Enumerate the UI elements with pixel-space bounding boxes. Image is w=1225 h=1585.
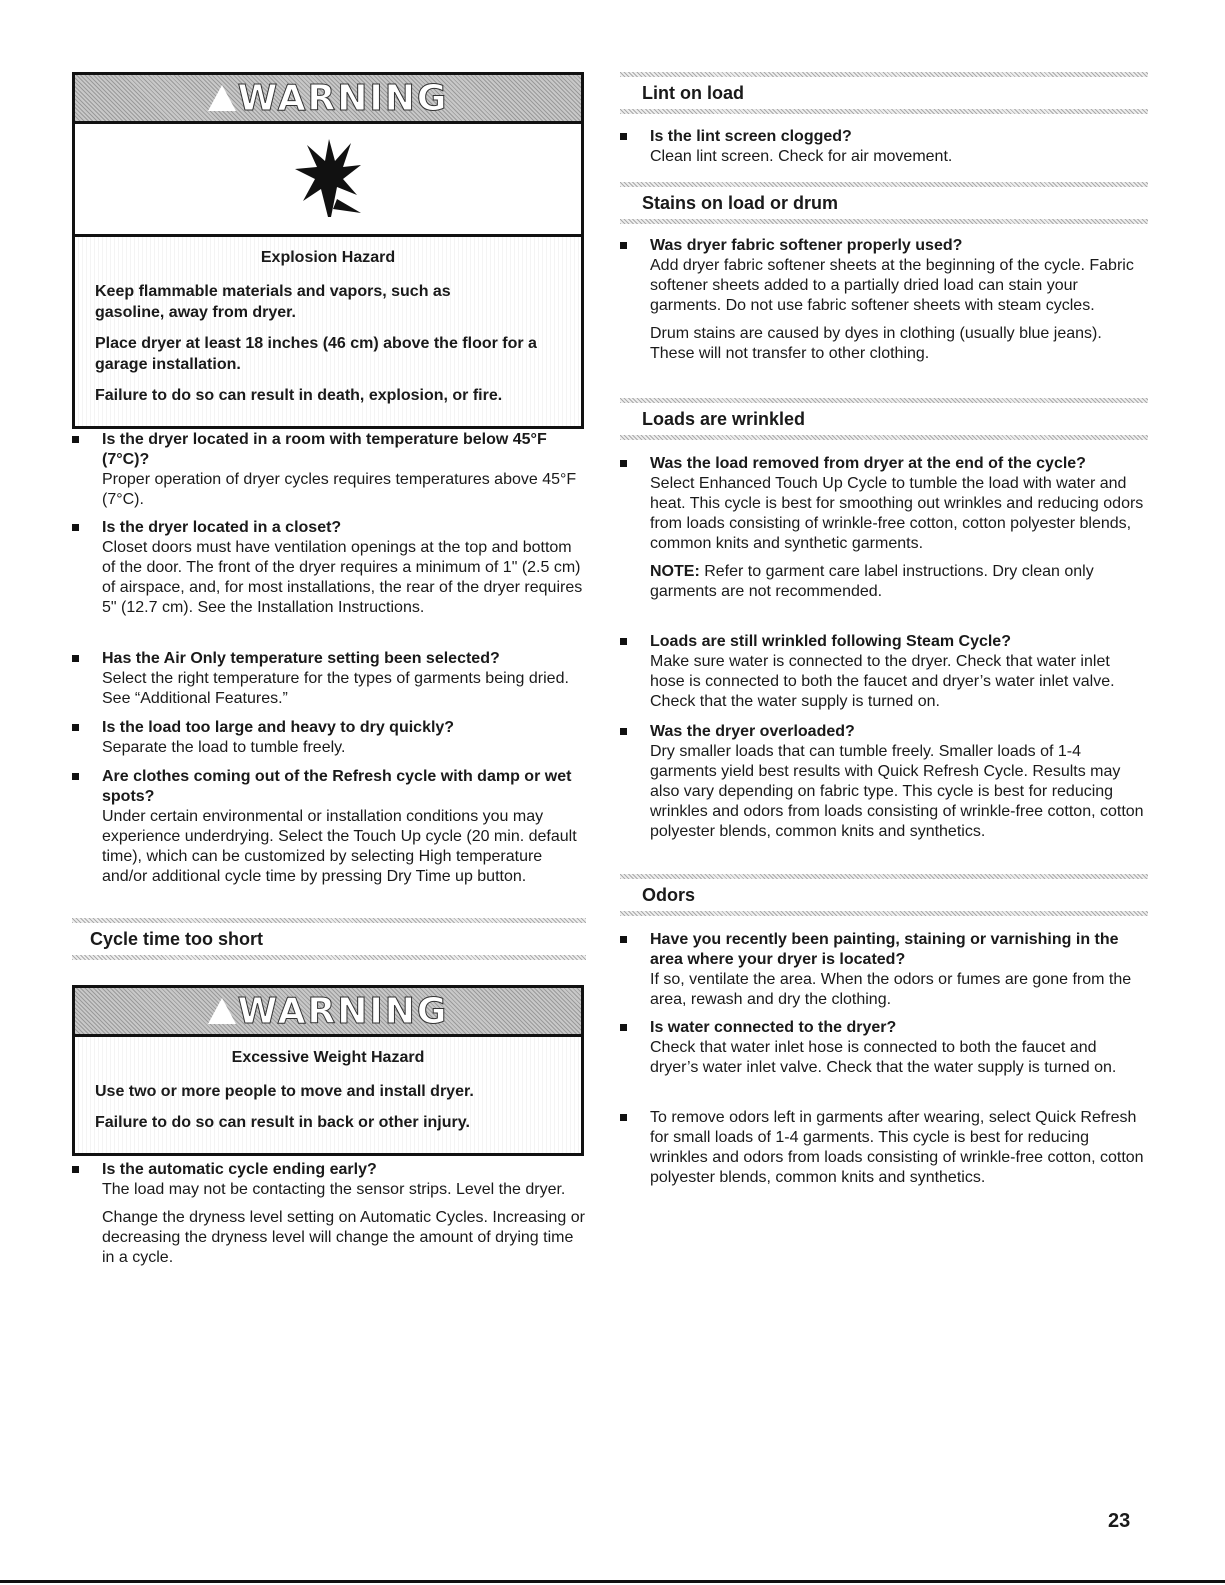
list-item bbox=[620, 454, 1148, 602]
warning-banner bbox=[75, 988, 581, 1037]
warning-line: Keep flammable materials and vapors, such as gasoline, away from dryer. bbox=[95, 283, 451, 321]
answer: Dry smaller loads that can tumble freely. Smaller loads of 1-4 garments yield best results with Quick Refresh Cycle. Results may also vary depending on fabric type. This cycle is best for reducing wrinkles and odors from loads consisting of wrinkle-free cotton, cotton polyester blends, common knits and synthetics. bbox=[650, 743, 1144, 840]
warning-line: Use two or more people to move and install dryer. bbox=[95, 1083, 474, 1100]
section-header bbox=[620, 72, 1148, 114]
bullet-icon bbox=[72, 724, 79, 731]
answer: Under certain environmental or installation conditions you may experience underdrying. Select the Touch Up cycle (20 min. default time), which can be customized by selecting High temperature and/or additional cycle time by pressing Dry Time up button. bbox=[102, 808, 577, 885]
bullet-icon bbox=[620, 133, 627, 140]
bullet-icon bbox=[72, 1166, 79, 1173]
bullet-icon bbox=[620, 728, 627, 735]
list-item bbox=[620, 236, 1148, 364]
section-rule bbox=[72, 955, 586, 960]
answer: The load may not be contacting the sensor strips. Level the dryer. bbox=[102, 1181, 566, 1198]
section-title: Lint on load bbox=[642, 83, 744, 103]
explosion-icon bbox=[293, 139, 363, 219]
section-title: Stains on load or drum bbox=[642, 193, 839, 213]
question: Was the load removed from dryer at the end of the cycle? bbox=[650, 455, 1086, 472]
section-title: Loads are wrinkled bbox=[642, 409, 806, 429]
warning-title: WARNING bbox=[237, 990, 449, 1032]
list-item bbox=[620, 722, 1148, 842]
warning-triangle-icon bbox=[208, 85, 236, 111]
warning-banner bbox=[75, 75, 581, 124]
bullet-icon bbox=[72, 773, 79, 780]
question: Is the dryer located in a room with temperature below 45°F (7°C)? bbox=[102, 431, 547, 468]
page-number: 23 bbox=[1108, 1510, 1131, 1532]
warning-line: Place dryer at least 18 inches (46 cm) above the floor for a garage installation. bbox=[95, 335, 537, 373]
bullet-icon bbox=[620, 1114, 627, 1121]
section-rule bbox=[620, 109, 1148, 114]
list-item bbox=[72, 649, 586, 709]
question: Loads are still wrinkled following Steam Cycle? bbox=[650, 633, 1011, 650]
answer: To remove odors left in garments after wearing, select Quick Refresh for small loads of 1-4 garments. This cycle is best for reducing wrinkles and odors from loads consisting of wrinkle-free cotton, cotton polyester blends, common knits and synthetics. bbox=[650, 1109, 1144, 1186]
weight-warning-box bbox=[72, 985, 584, 1156]
section-header bbox=[620, 874, 1148, 916]
question: Is the dryer located in a closet? bbox=[102, 519, 342, 536]
answer: Closet doors must have ventilation openings at the top and bottom of the door. The front of the dryer requires a minimum of 1" (2.5 cm) of airspace, and, for most installations, the rear of the dryer requires 5" (12.7 cm). See the Installation Instructions. bbox=[102, 539, 583, 616]
list-item bbox=[620, 1018, 1148, 1078]
note-text: Refer to garment care label instructions. Dry clean only garments are not recommended. bbox=[650, 563, 1094, 600]
bullet-icon bbox=[620, 242, 627, 249]
bullet-icon bbox=[620, 638, 627, 645]
section-title: Cycle time too short bbox=[90, 929, 264, 949]
list-item bbox=[72, 767, 586, 887]
answer: Proper operation of dryer cycles requires temperatures above 45°F (7°C). bbox=[102, 471, 577, 508]
warning-line: Failure to do so can result in death, explosion, or fire. bbox=[95, 387, 503, 404]
answer: Separate the load to tumble freely. bbox=[102, 739, 346, 756]
answer-paragraph: Drum stains are caused by dyes in clothing (usually blue jeans). These will not transfer to other clothing. bbox=[650, 325, 1102, 362]
list-item bbox=[72, 718, 586, 758]
question: Is the automatic cycle ending early? bbox=[102, 1161, 377, 1178]
section-rule bbox=[620, 911, 1148, 916]
explosion-warning-box bbox=[72, 72, 584, 429]
answer-paragraph: Change the dryness level setting on Automatic Cycles. Increasing or decreasing the dryness level will change the amount of drying time in a cycle. bbox=[102, 1209, 585, 1266]
section-header bbox=[620, 182, 1148, 224]
section-header bbox=[72, 918, 586, 960]
question: Is the lint screen clogged? bbox=[650, 128, 852, 145]
question: Is water connected to the dryer? bbox=[650, 1019, 897, 1036]
question: Have you recently been painting, staining or varnishing in the area where your dryer is located? bbox=[650, 931, 1119, 968]
section-rule bbox=[620, 435, 1148, 440]
answer: If so, ventilate the area. When the odors or fumes are gone from the area, rewash and dry the clothing. bbox=[650, 971, 1132, 1008]
bottom-rule bbox=[0, 1580, 1225, 1583]
hazard-title: Excessive Weight Hazard bbox=[231, 1049, 425, 1066]
question: Has the Air Only temperature setting been selected? bbox=[102, 650, 500, 667]
list-item bbox=[620, 930, 1148, 1010]
answer: Make sure water is connected to the dryer. Check that water inlet hose is connected to both the faucet and dryer’s water inlet valve. Check that the water supply is turned on. bbox=[650, 653, 1115, 710]
list-item bbox=[72, 518, 586, 618]
answer: Clean lint screen. Check for air movement. bbox=[650, 148, 953, 165]
list-item bbox=[72, 1160, 586, 1268]
answer: Add dryer fabric softener sheets at the beginning of the cycle. Fabric softener sheets added to a partially dried load can stain your garments. Do not use fabric softener sheets with steam cycles. bbox=[650, 257, 1134, 314]
answer: Check that water inlet hose is connected to both the faucet and dryer’s water inlet valve. Check that the water supply is turned on. bbox=[650, 1039, 1117, 1076]
bullet-icon bbox=[620, 1024, 627, 1031]
section-title: Odors bbox=[642, 885, 696, 905]
warning-triangle-icon bbox=[208, 998, 236, 1024]
warning-line: Failure to do so can result in back or other injury. bbox=[95, 1114, 470, 1131]
list-item bbox=[620, 127, 1148, 167]
bullet-icon bbox=[72, 436, 79, 443]
note bbox=[650, 562, 1148, 602]
list-item bbox=[620, 1108, 1148, 1188]
question: Was the dryer overloaded? bbox=[650, 723, 855, 740]
bullet-icon bbox=[620, 460, 627, 467]
list-item bbox=[72, 430, 586, 510]
section-header bbox=[620, 398, 1148, 440]
question: Is the load too large and heavy to dry quickly? bbox=[102, 719, 455, 736]
warning-title: WARNING bbox=[237, 77, 449, 119]
bullet-icon bbox=[620, 936, 627, 943]
answer: Select the right temperature for the types of garments being dried. See “Additional Features.” bbox=[102, 670, 569, 707]
bullet-icon bbox=[72, 655, 79, 662]
section-rule bbox=[620, 219, 1148, 224]
list-item bbox=[620, 632, 1148, 712]
bullet-icon bbox=[72, 524, 79, 531]
question: Was dryer fabric softener properly used? bbox=[650, 237, 963, 254]
hazard-title: Explosion Hazard bbox=[260, 249, 396, 266]
note-label: NOTE: bbox=[650, 563, 700, 580]
question: Are clothes coming out of the Refresh cycle with damp or wet spots? bbox=[102, 768, 572, 805]
answer: Select Enhanced Touch Up Cycle to tumble the load with water and heat. This cycle is best for smoothing out wrinkles and reducing odors from loads consisting of wrinkle-free cotton, cotton polyester blends, common knits and synthetic garments. bbox=[650, 475, 1144, 552]
